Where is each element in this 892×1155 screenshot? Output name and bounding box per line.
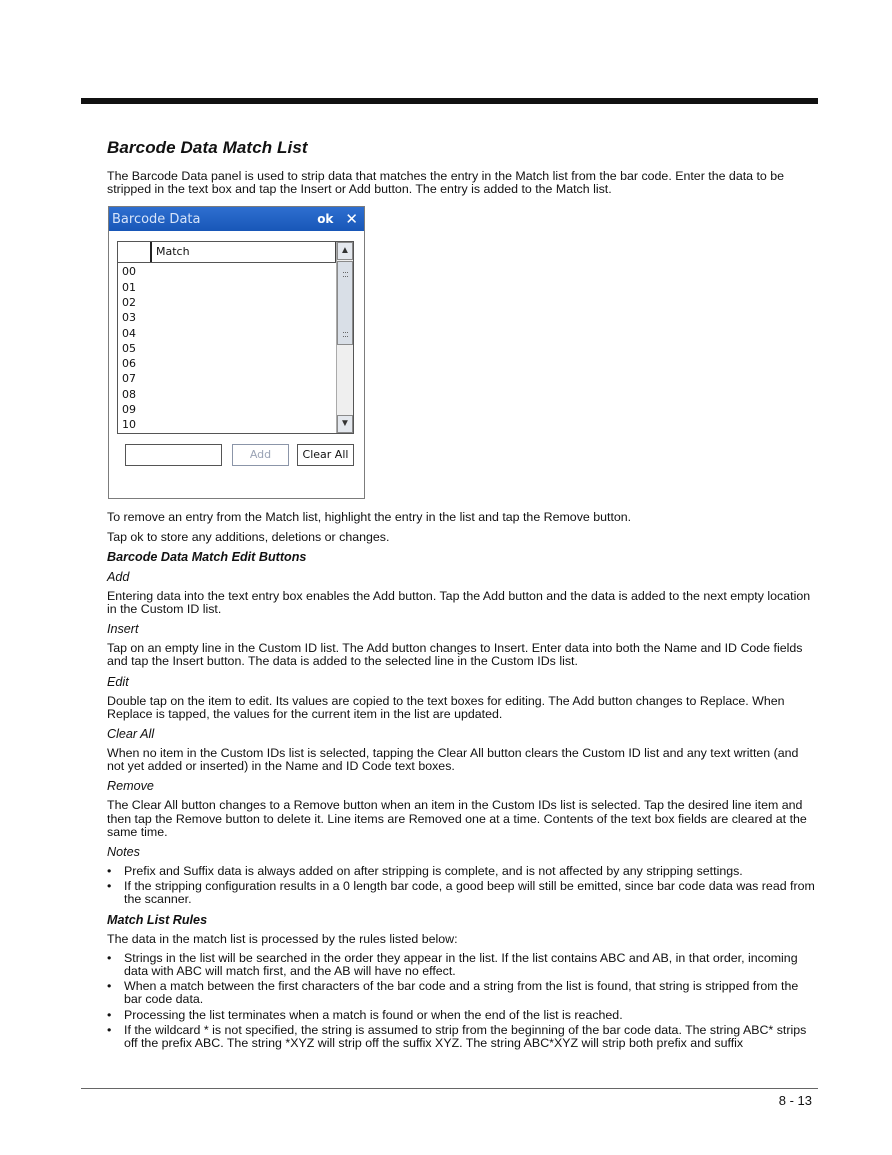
rule-item: • Strings in the list will be searched in the order they appear in the list. If the list contains ABC and AB, in that order, incoming data with ABC will match first, and the AB will have no effect. [107,952,815,978]
barcode-data-dialog [108,206,365,499]
list-item[interactable]: 01 [122,280,136,294]
list-item[interactable]: 04 [122,326,136,340]
list-item[interactable]: 09 [122,403,136,417]
edit-button-term: Remove [107,779,154,794]
note-item: • If the stripping configuration results in a 0 length bar code, a good beep will still be emitted, since bar code data was read from the scanner. [107,880,815,906]
match-listbox[interactable] [117,241,354,434]
scroll-up-icon[interactable]: ▲ [337,242,353,260]
match-column-header[interactable]: Match [152,242,337,262]
close-icon[interactable]: ✕ [345,210,358,229]
rule-item: • If the wildcard * is not specified, the string is assumed to strip from the beginning of the bar code data. The string ABC* strips off the prefix ABC. The string *XYZ will strip off the suffix XYZ. The string ABC*XYZ will strip both prefix and suffix [107,1024,815,1050]
match-text-input[interactable] [125,444,222,466]
notes-list [107,865,815,907]
edit-button-description: The Clear All button changes to a Remove button when an item in the Custom IDs list is selected. Tap the desired line item and then tap the Remove button to delete it. Line items are Removed one at a time. Contents of the text box fields are cleared at the same time. [107,798,807,839]
note-item: • Prefix and Suffix data is always added on after stripping is complete, and is not affected by any stripping settings. [107,865,815,878]
list-item[interactable]: 08 [122,387,136,401]
list-scrollbar[interactable] [336,242,353,433]
remove-instruction: To remove an entry from the Match list, highlight the entry in the list and tap the Remove button. [107,510,632,525]
rules-intro: The data in the match list is processed by the rules listed below: [107,931,458,946]
clear-all-button[interactable]: Clear All [297,444,354,466]
edit-button-term: Insert [107,622,139,637]
dialog-titlebar [109,207,364,231]
grip-icon [343,332,348,337]
notes-title: Notes [107,845,140,860]
add-button[interactable]: Add [232,444,289,466]
list-item[interactable]: 10 [122,418,136,432]
list-rows [122,264,136,432]
rules-list [107,952,815,1050]
list-header [118,242,353,263]
list-item[interactable]: 00 [122,265,136,279]
section-title: Barcode Data Match List [107,138,308,157]
list-item[interactable]: 02 [122,296,136,309]
edit-button-description: When no item in the Custom IDs list is selected, tapping the Clear All button clears the Custom ID list and any text written (and not yet added or inserted) in the Name and ID Code text boxes. [107,746,799,774]
edit-button-term: Add [107,569,130,584]
edit-button-term: Clear All [107,727,155,742]
list-item[interactable]: 03 [122,311,136,325]
page-number: 8 - 13 [778,1093,812,1108]
edit-button-description: Entering data into the text entry box enables the Add button. Tap the Add button and the data is added to the next empty location in the Custom ID list. [107,588,811,617]
rule-item: • When a match between the first characters of the bar code and a string from the list is found, that string is stripped from the bar code data. [107,980,815,1006]
rules-title: Match List Rules [107,912,208,927]
rule-item: • Processing the list terminates when a match is found or when the end of the list is reached. [107,1009,815,1022]
list-header-blank [118,242,152,262]
intro-paragraph: The Barcode Data panel is used to strip data that matches the entry in the Match list from the bar code. Enter the data to be stripped in the text box and tap the Insert or Add button. The entry is added to the Match list. [107,169,785,197]
edit-button-description: Tap on an empty line in the Custom ID list. The Add button changes to Insert. Enter data into both the Name and ID Code fields and tap the Insert button. The data is added to the selected line in the Custom IDs list. [107,641,803,669]
grip-icon [343,272,348,277]
header-rule [81,98,818,104]
list-item[interactable]: 06 [122,357,136,371]
scroll-thumb[interactable] [337,261,353,345]
ok-button[interactable]: ok [317,212,334,227]
edit-buttons-list [107,570,815,839]
list-item[interactable]: 05 [122,341,136,355]
page-content [107,138,815,1056]
edit-button-description: Double tap on the item to edit. Its values are copied to the text boxes for editing. The Add button changes to Replace. When Replace is tapped, the values for the current item in the list are updated. [107,693,785,721]
edit-button-term: Edit [107,674,129,689]
list-item[interactable]: 07 [122,372,136,386]
scroll-down-icon[interactable]: ▼ [337,415,353,433]
ok-instruction: Tap ok to store any additions, deletions or changes. [107,529,390,544]
dialog-title: Barcode Data [112,211,201,227]
footer-rule [81,1088,818,1089]
edit-buttons-title: Barcode Data Match Edit Buttons [107,549,307,564]
